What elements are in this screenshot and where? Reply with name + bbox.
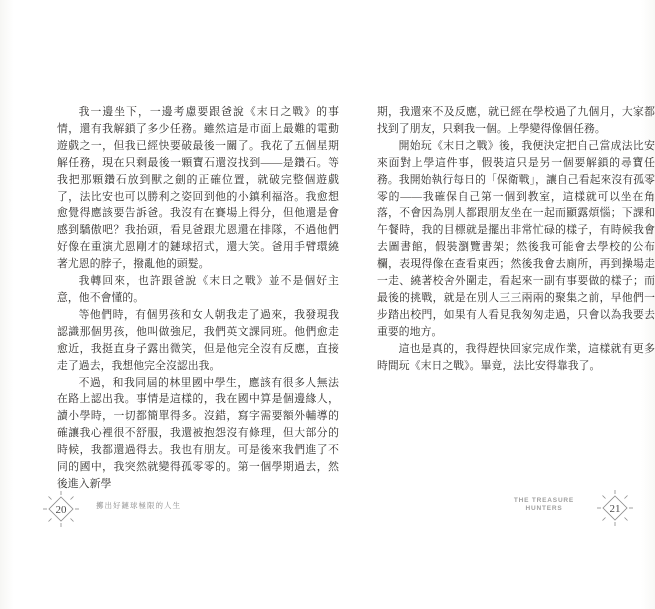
series-logo-line2: HUNTERS (525, 505, 563, 512)
series-logo (502, 497, 586, 513)
paragraph: 我一邊坐下，一邊考慮要跟爸說《末日之戰》的事情，還有我解鎖了多少任務。雖然這是市面上最難的電動遊戲之一，但我已經快要破最後一關了。我花了五個星期解任務，現在只剩最後一顆寶石還沒找到——是鑽石。等我把那顆鑽石放到獸之劍的正確位置，就破完整個遊戲了，法比安也可以勝利之姿回到他的小鎮利福洛。我愈想愈覺得應該要告訴爸。我沒有在賽場上得分，但他還是會感到驕傲吧？我抬頭，看見爸跟尤恩還在排隊，不過他們好像在重演尤恩剛才的鏈球招式，還大笑。爸用手臂環繞著尤恩的脖子，撥亂他的頭髮。 (57, 106, 339, 271)
paragraph: 我轉回來，也許跟爸說《末日之戰》並不是個好主意，他不會懂的。 (57, 275, 339, 304)
paragraph: 期，我還來不及反應，就已經在學校過了九個月，大家都找到了朋友，只剩我一個。上學變得像個任務。 (377, 106, 655, 135)
paragraph: 等他們時，有個男孩和女人朝我走了過來，我發現我認識那個男孩，他叫做強尼，我們英文課同班。他們愈走愈近，我挺直身子露出微笑，但是他完全沒有反應，直接走了過去，我想他完全沒認出我。 (57, 308, 339, 372)
paragraph: 不過，和我同屆的林里國中學生，應該有很多人無法在路上認出我。事情是這樣的，我在國中算是個邊緣人，讀小學時，一切都簡單得多。沒錯，寫字需要額外輔導的確讓我心裡很不舒服，我還被抱怨沒有條理，但大部分的時候，我都還過得去。我也有朋友。可是後來我們進了不同的國中，我突然就變得孤零零的。第一個學期過去，然後進入新學 (57, 376, 339, 490)
series-logo-line1: THE TREASURE (513, 497, 575, 504)
paragraph: 這也是真的，我得趕快回家完成作業，這樣就有更多時間玩《末日之戰》。畢竟，法比安得靠我了。 (377, 342, 655, 372)
paragraph: 開始玩《末日之戰》後，我便決定把自己當成法比安來面對上學這件事，假裝這只是另一個要解鎖的尋寶任務。我開始執行每日的「保衛戰」，讓自己看起來沒有孤零零的——我確保自己第一個到教室，這樣就可以坐在角落，不會因為別人都跟朋友坐在一起而顯露煩惱；下課和午餐時，我的目標就是擺出非常忙碌的樣子，有時候我會去圖書館，假裝瀏覽書架；然後我可能會去學校的公布欄，表現得像在查看東西；然後我會去廁所，再到操場走一走、繞著校舍外圍走，看起來一副有事要做的樣子；而最後的挑戰，就是在別人三三兩兩的聚集之前，早他們一步踏出校門，如果有人看見我匆匆走過，只會以為我要去重要的地方。 (377, 139, 655, 338)
left-page-number: 20 (55, 504, 67, 516)
left-page-number-badge (42, 490, 80, 528)
right-page-number: 21 (609, 503, 621, 515)
sunburst-diamond-icon (596, 489, 634, 527)
right-page-text (377, 104, 655, 375)
sunburst-diamond-icon (42, 490, 80, 528)
left-page-text (57, 104, 339, 493)
running-title: 擲出好鏈球極限的人生 (96, 501, 181, 510)
right-page-number-badge (596, 489, 634, 527)
